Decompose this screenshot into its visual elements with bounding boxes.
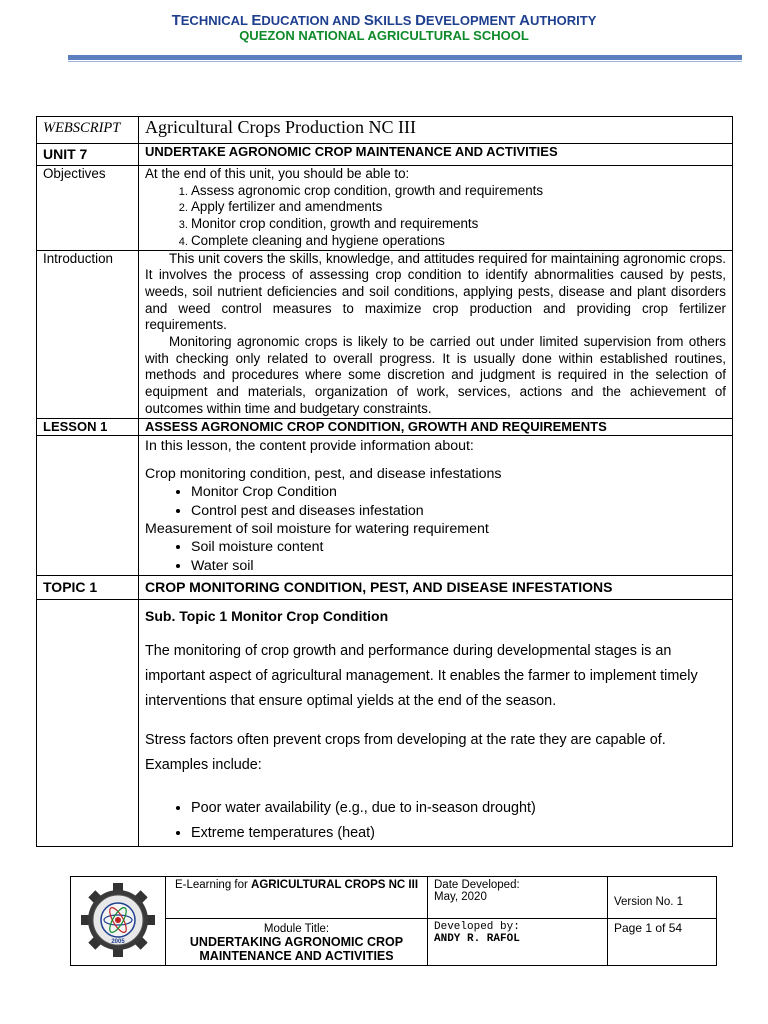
elearning-cell: E-Learning for AGRICULTURAL CROPS NC III [166,877,428,919]
stress-factors-list [145,796,726,846]
module-label: Module Title: [263,923,330,935]
objectives-cell [139,166,733,251]
unit-label: UNIT 7 [37,144,139,166]
agency-name: TECHNICAL EDUCATION AND SKILLS DEVELOPMENT AUTHORITY [171,12,597,29]
lesson-label: LESSON 1 [37,418,139,436]
school-name: QUEZON NATIONAL AGRICULTURAL SCHOOL [239,28,529,43]
objectives-label: Objectives [37,166,139,251]
developer-name: ANDY R. RAFOL [434,933,520,945]
objectives-intro: At the end of this unit, you should be able to: [145,166,410,181]
objectives-list [145,183,726,250]
module-table [36,116,733,847]
header-divider [68,55,742,60]
module-title-cell [166,919,428,966]
topic-paragraph-1: The monitoring of crop growth and performance during developmental stages is an important aspect of agricultural management. It enables the farmer to implement timely interventions that ensure optimal yields at the end of the season. [145,642,698,709]
webscript-row [37,117,733,144]
introduction-paragraph-1: This unit covers the skills, knowledge, and attitudes required for maintaining agronomic crops. It involves the process of assessing crop condition to identify abnormalities caused by pests, weeds, soil nutrient deficiencies and soil conditions, applying pests, disease and plant disorders and weed control measures to maximize crop production and providing crop fertilizer requirements. [145,250,726,333]
lesson-group-1-list [145,483,726,520]
list-item: • Control pest and diseases infestation [191,502,726,521]
objective-item: 4. Complete cleaning and hygiene operations [191,233,726,250]
page-number: Page 1 of 54 [608,919,717,966]
objectives-row [37,166,733,251]
introduction-row [37,250,733,418]
webscript-label: WEBSCRIPT [37,117,139,144]
list-item: • Soil moisture content [191,538,726,557]
topic-title: CROP MONITORING CONDITION, PEST, AND DISEASE INFESTATIONS [139,576,733,600]
school-logo [71,877,166,966]
course-name: AGRICULTURAL CROPS NC III [251,879,419,891]
unit-title: UNDERTAKE AGRONOMIC CROP MAINTENANCE AND ACTIVITIES [139,144,733,166]
objective-item: 3. Monitor crop condition, growth and requirements [191,216,726,233]
topic-label: TOPIC 1 [37,576,139,600]
date-value: May, 2020 [434,891,487,903]
header-divider-shadow [68,61,742,62]
subtopic-title: Sub. Topic 1 Monitor Crop Condition [145,608,389,625]
list-item: • Water soil [191,557,726,576]
introduction-paragraph-2: Monitoring agronomic crops is likely to be carried out under limited supervision from others with checking only related to overall progress. It is usually done within established routines, methods and procedures where some discretion and judgment is required in the selection of equipment and materials, organization of work, services, actions and the achievement of outcomes within time and budgetary constraints. [145,334,726,416]
developed-label: Developed by: [434,921,520,933]
list-item: • Poor water availability (e.g., due to in-season drought) [191,796,726,821]
lesson-row [37,418,733,436]
version-cell: Version No. 1 [608,877,717,919]
module-title: UNDERTAKING AGRONOMIC CROP MAINTENANCE AND ACTIVITIES [189,935,404,963]
date-cell [428,877,608,919]
developer-cell [428,919,608,966]
lesson-group-2-list [145,538,726,575]
objective-item: 1. Assess agronomic crop condition, growth and requirements [191,183,726,200]
gear-logo-icon [78,883,158,957]
lesson-content-cell [139,436,733,576]
footer-table [70,876,717,966]
lesson-intro: In this lesson, the content provide information about: [145,438,474,455]
webscript-title: Agricultural Crops Production NC III [139,117,733,144]
introduction-label: Introduction [37,250,139,418]
topic-row [37,576,733,600]
lesson-title: ASSESS AGRONOMIC CROP CONDITION, GROWTH AND REQUIREMENTS [139,418,733,436]
lesson-group-2: Measurement of soil moisture for watering requirement [145,521,489,538]
unit-row [37,144,733,166]
objective-item: 2. Apply fertilizer and amendments [191,199,726,216]
lesson-content-row [37,436,733,576]
topic-content-cell [139,600,733,847]
date-label: Date Developed: [434,879,520,891]
list-item: • Monitor Crop Condition [191,483,726,502]
introduction-cell [139,250,733,418]
topic-content-row [37,600,733,847]
lesson-group-1: Crop monitoring condition, pest, and disease infestations [145,466,502,483]
svg-text:2005: 2005 [111,938,125,945]
list-item: • Extreme temperatures (heat) [191,821,726,846]
topic-paragraph-2: Stress factors often prevent crops from developing at the rate they are capable of. Examples include: [145,731,666,773]
